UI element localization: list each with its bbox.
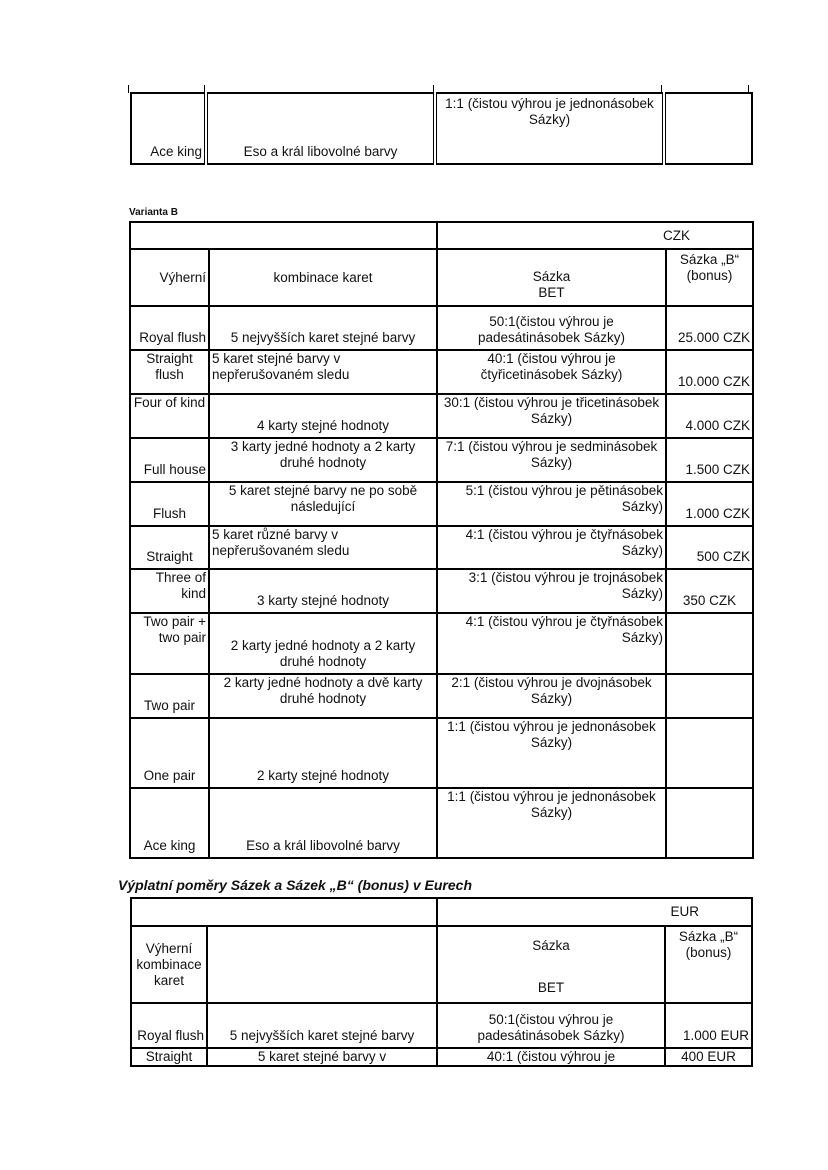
description-cell: 5 karet stejné barvy ne po sobě následující [209,482,437,526]
header-description [207,926,437,1003]
header-bonus: Sázka „B“ (bonus) [666,249,753,306]
hand-cell: Two pair + two pair [130,613,209,674]
table-row [130,613,753,674]
bonus-cell: 10.000 CZK [666,350,753,394]
czk-rows [130,306,753,858]
description-cell: 2 karty stejné hodnoty [209,718,437,788]
hand-cell: Ace king [131,93,206,164]
hand-cell: Royal flush [131,1003,207,1048]
bonus-cell: 500 CZK [666,526,753,569]
hand-cell: Four of kind [130,394,209,438]
description-cell: 5 nejvyšších karet stejné barvy [207,1003,437,1048]
table-edge-tick [128,85,129,93]
column-header-row [131,926,752,1003]
bonus-cell: 25.000 CZK [666,306,753,350]
bonus-cell: 1.000 CZK [666,482,753,526]
table-row [131,1003,752,1048]
table-row [130,718,753,788]
currency-label: CZK [437,222,753,249]
bonus-cell [666,718,753,788]
bonus-cell: 400 EUR [665,1048,752,1066]
bonus-cell: 350 CZK [666,569,753,613]
description-cell: 5 karet různé barvy v nepřerušovaném sledu [209,526,437,569]
description-cell: 3 karty stejné hodnoty [209,569,437,613]
bet-cell: 7:1 (čistou výhrou je sedminásobek Sázky) [437,438,666,482]
currency-label: EUR [437,898,752,926]
table-row [130,306,753,350]
bet-cell: 4:1 (čistou výhrou je čtyřnásobek Sázky) [437,613,666,674]
blank-header-cell [130,222,437,249]
header-bonus: Sázka „B“ (bonus) [665,926,752,1003]
currency-header-row [130,222,753,249]
description-cell: 4 karty stejné hodnoty [209,394,437,438]
header-bet-line1: Sázka [532,937,570,953]
bet-cell: 50:1(čistou výhrou je padesátinásobek Sázky) [437,306,666,350]
table-row [130,788,753,858]
hand-cell: Royal flush [130,306,209,350]
header-bet-line1: Sázka [532,268,571,284]
hand-cell: Straight [131,1048,207,1066]
description-cell: 3 karty jedné hodnoty a 2 karty druhé hodnoty [209,438,437,482]
bet-cell: 30:1 (čistou výhrou je třicetinásobek Sázky) [437,394,666,438]
bonus-cell [666,788,753,858]
header-hand: Výherní kombinace karet [131,926,207,1003]
blank-header-cell [131,898,437,926]
bet-cell: 40:1 (čistou výhrou je [437,1048,665,1066]
hand-cell: Straight flush [130,350,209,394]
bet-cell: 2:1 (čistou výhrou je dvojnásobek Sázky) [437,674,666,718]
header-bet [437,926,665,1003]
bonus-cell [664,93,752,164]
description-cell: 2 karty jedné hodnoty a dvě karty druhé hodnoty [209,674,437,718]
description-cell: Eso a král libovolné barvy [206,93,435,164]
bet-cell: 50:1(čistou výhrou je padesátinásobek Sázky) [437,1003,665,1048]
header-bet-line2: BET [537,979,565,995]
description-cell: 5 karet stejné barvy v [207,1048,437,1066]
bonus-cell [666,613,753,674]
bet-cell: 1:1 (čistou výhrou je jednonásobek Sázky) [435,93,664,164]
bet-cell: 40:1 (čistou výhrou je čtyřicetinásobek Sázky) [437,350,666,394]
header-description: kombinace karet [209,249,437,306]
header-bet [437,249,666,306]
bet-cell: 1:1 (čistou výhrou je jednonásobek Sázky) [437,788,666,858]
bet-cell: 5:1 (čistou výhrou je pětinásobek Sázky) [437,482,666,526]
table-row [131,93,752,164]
bonus-cell [666,674,753,718]
currency-header-row [131,898,752,926]
table-row [130,674,753,718]
eur-rows [131,1003,752,1066]
description-cell: 5 karet stejné barvy v nepřerušovaném sledu [209,350,437,394]
table-row [130,569,753,613]
header-bet-line2: BET [538,284,565,300]
section-title-variant-b: Varianta B [129,207,178,218]
bet-cell: 4:1 (čistou výhrou je čtyřnásobek Sázky) [437,526,666,569]
table-row [130,350,753,394]
hand-cell: Straight [130,526,209,569]
table-row [130,438,753,482]
payout-table-eur [130,897,753,1067]
description-cell: 2 karty jedné hodnoty a 2 karty druhé hodnoty [209,613,437,674]
section-title-eur: Výplatní poměry Sázek a Sázek „B“ (bonus) v Eurech [118,877,472,893]
bet-cell: 1:1 (čistou výhrou je jednonásobek Sázky) [437,718,666,788]
hand-cell: Flush [130,482,209,526]
hand-cell: Ace king [130,788,209,858]
hand-cell: Three of kind [130,569,209,613]
bonus-cell: 4.000 CZK [666,394,753,438]
hand-cell: Two pair [130,674,209,718]
description-cell: 5 nejvyšších karet stejné barvy [209,306,437,350]
previous-table-fragment [130,92,753,165]
payout-table-czk [129,221,754,859]
column-header-row [130,249,753,306]
description-cell: Eso a král libovolné barvy [209,788,437,858]
table-row [131,1048,752,1066]
table-row [130,394,753,438]
table-row [130,526,753,569]
table-row [130,482,753,526]
bonus-cell: 1.000 EUR [665,1003,752,1048]
hand-cell: Full house [130,438,209,482]
bet-cell: 3:1 (čistou výhrou je trojnásobek Sázky) [437,569,666,613]
hand-cell: One pair [130,718,209,788]
header-hand: Výherní [130,249,209,306]
bonus-cell: 1.500 CZK [666,438,753,482]
